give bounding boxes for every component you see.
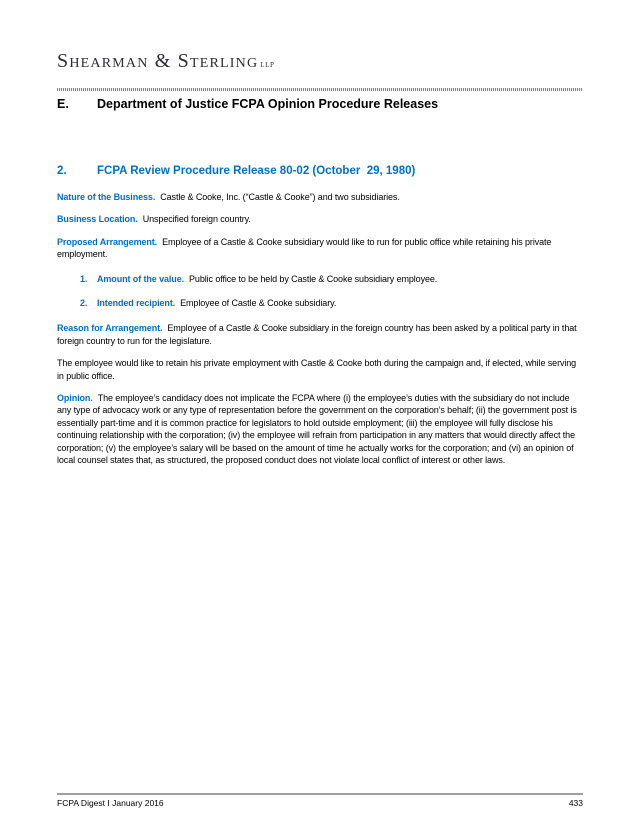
paragraph-label: Opinion.: [57, 393, 93, 404]
paragraph-text: Unspecified foreign country.: [142, 214, 251, 225]
list-item-amount-of-value: [80, 273, 583, 285]
page-content: [57, 0, 583, 467]
paragraph-text: Employee of a Castle & Cooke subsidiary would like to run for public office while retaining his private employment.: [57, 236, 552, 260]
paragraph-label: Proposed Arrangement.: [57, 236, 158, 247]
list-item-label: Amount of the value.: [97, 273, 185, 284]
footer-document-title: FCPA Digest I January 2016: [57, 798, 164, 808]
paragraph-label: Reason for Arrangement.: [57, 323, 163, 334]
list-item-intended-recipient: [80, 297, 583, 309]
release-heading: [57, 164, 583, 178]
firm-logo-name: Shearman & Sterling: [57, 50, 259, 72]
list-item-body: [97, 297, 336, 309]
paragraph-nature-of-business: [57, 191, 583, 203]
release-title: FCPA Review Procedure Release 80-02 (October 29, 1980): [97, 165, 416, 177]
paragraph-text: The employee would like to retain his private employment with Castle & Cooke both during the campaign and, if elected, while serving in public office.: [57, 358, 577, 381]
page-footer: [57, 793, 583, 808]
header-rule: [57, 88, 583, 91]
release-number: 2.: [57, 165, 67, 177]
footer-page-number: 433: [568, 798, 583, 808]
list-item-body: [97, 273, 437, 285]
paragraph-text: Castle & Cooke, Inc. (“Castle & Cooke”) and two subsidiaries.: [160, 192, 400, 202]
section-number: E.: [57, 97, 69, 111]
paragraph-retain-employment: [57, 357, 583, 382]
paragraph-label: Business Location.: [57, 214, 138, 225]
paragraph-label: Nature of the Business.: [57, 192, 156, 202]
list-item-text: Employee of Castle & Cooke subsidiary.: [180, 298, 337, 309]
paragraph-reason-for-arrangement: [57, 322, 583, 347]
list-item-number: 2.: [80, 298, 88, 309]
section-title: Department of Justice FCPA Opinion Procedure Releases: [97, 97, 439, 111]
section-heading: [57, 97, 583, 112]
paragraph-text: Employee of a Castle & Cooke subsidiary in the foreign country has been asked by a political party in that foreign country to run for the legislature.: [57, 323, 577, 346]
paragraph-business-location: [57, 213, 583, 225]
list-item-number: 1.: [80, 273, 88, 284]
paragraph-proposed-arrangement: [57, 236, 583, 261]
firm-logo-suffix: LLP: [260, 61, 275, 69]
paragraph-opinion: [57, 392, 583, 466]
firm-logo: [57, 50, 583, 76]
paragraph-text: The employee’s candidacy does not implicate the FCPA where (i) the employee’s duties with the subsidiary do not include any type of advocacy work or any type of representation before the government on the corporation’s behalf; (ii) the government post is essentially part-time and it is common practice for legislators to hold outside employment; (iii) the employee will fully disclose his continuing relationship with the corporation; (iv) the employee will refrain from participation in any matters that would directly affect the corporation; (v) the employee’s salary will be based on the amount of time he actually works for the corporation; and (vi) an opinion of local counsel states that, as structured, the proposed conduct does not violate local conflict of interest or other laws.: [57, 393, 577, 466]
list-item-label: Intended recipient.: [97, 298, 176, 309]
list-item-text: Public office to be held by Castle & Cooke subsidiary employee.: [189, 273, 438, 284]
